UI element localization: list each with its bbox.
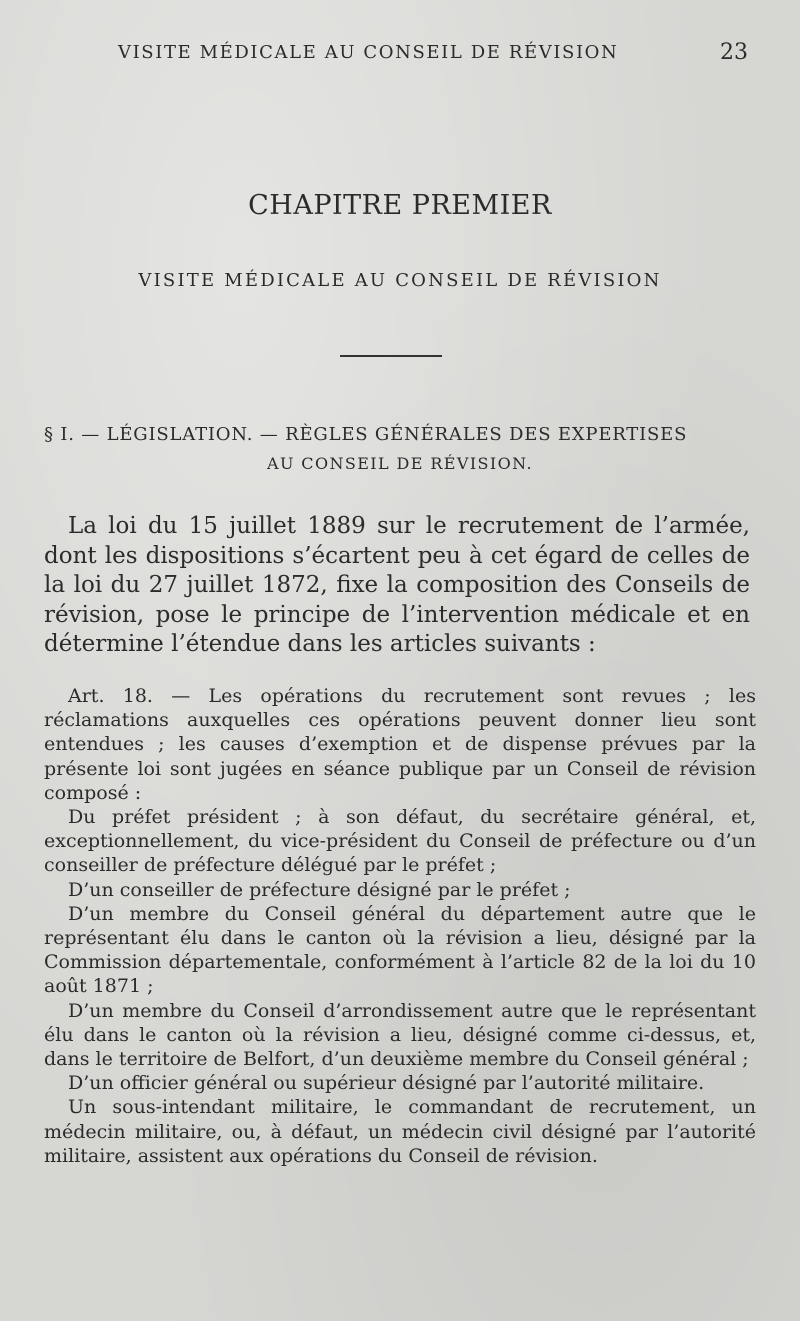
running-title: VISITE MÉDICALE AU CONSEIL DE RÉVISION: [118, 42, 619, 63]
article-18: [44, 684, 756, 1168]
chapter-title: CHAPITRE PREMIER: [248, 190, 552, 221]
article-paragraph: D’un membre du Conseil général du département autre que le représentant élu dans le canton où la révision a lieu, désigné par la Commission départementale, conformément à l’article 82 de la loi du 10 août 1871 ;: [44, 902, 756, 998]
page-number: 23: [720, 40, 748, 65]
article-paragraph: Du préfet président ; à son défaut, du secrétaire général, et, exceptionnellement, du vice-président du Conseil de préfecture ou d’un conseiller de préfecture délégué par le préfet ;: [44, 806, 756, 877]
section-heading: § I. — LÉGISLATION. — RÈGLES GÉNÉRALES DES EXPERTISES: [44, 424, 688, 445]
chapter-subtitle: VISITE MÉDICALE AU CONSEIL DE RÉVISION: [138, 270, 662, 291]
intro-paragraph: La loi du 15 juillet 1889 sur le recrutement de l’armée, dont les dispositions s’écartent peu à cet égard de celles de la loi du 27 juillet 1872, fixe la composition des Conseils de révision, pose le principe de l’intervention médicale et en détermine l’étendue dans les articles suivants :: [44, 513, 750, 657]
article-paragraph: D’un conseiller de préfecture désigné par le préfet ;: [68, 878, 571, 901]
running-header: [118, 42, 760, 70]
section-heading-continued: AU CONSEIL DE RÉVISION.: [266, 454, 533, 473]
divider-rule: [340, 355, 442, 357]
article-paragraph: D’un officier général ou supérieur désigné par l’autorité militaire.: [68, 1072, 705, 1095]
article-paragraph: Art. 18. — Les opérations du recrutement sont revues ; les réclamations auxquelles ces opérations peuvent donner lieu sont entendues ; les causes d’exemption et de dispense prévues par la présente loi sont jugées en séance publique par un Conseil de révision composé :: [44, 685, 756, 804]
article-paragraph: D’un membre du Conseil d’arrondissement autre que le représentant élu dans le canton où la révision a lieu, désigné comme ci-dessus, et, dans le territoire de Belfort, d’un deuxième membre du Conseil général ;: [44, 999, 756, 1071]
article-paragraph: Un sous-intendant militaire, le commandant de recrutement, un médecin militaire, ou, à défaut, un médecin civil désigné par l’autorité militaire, assistent aux opérations du Conseil de révision.: [44, 1096, 756, 1167]
